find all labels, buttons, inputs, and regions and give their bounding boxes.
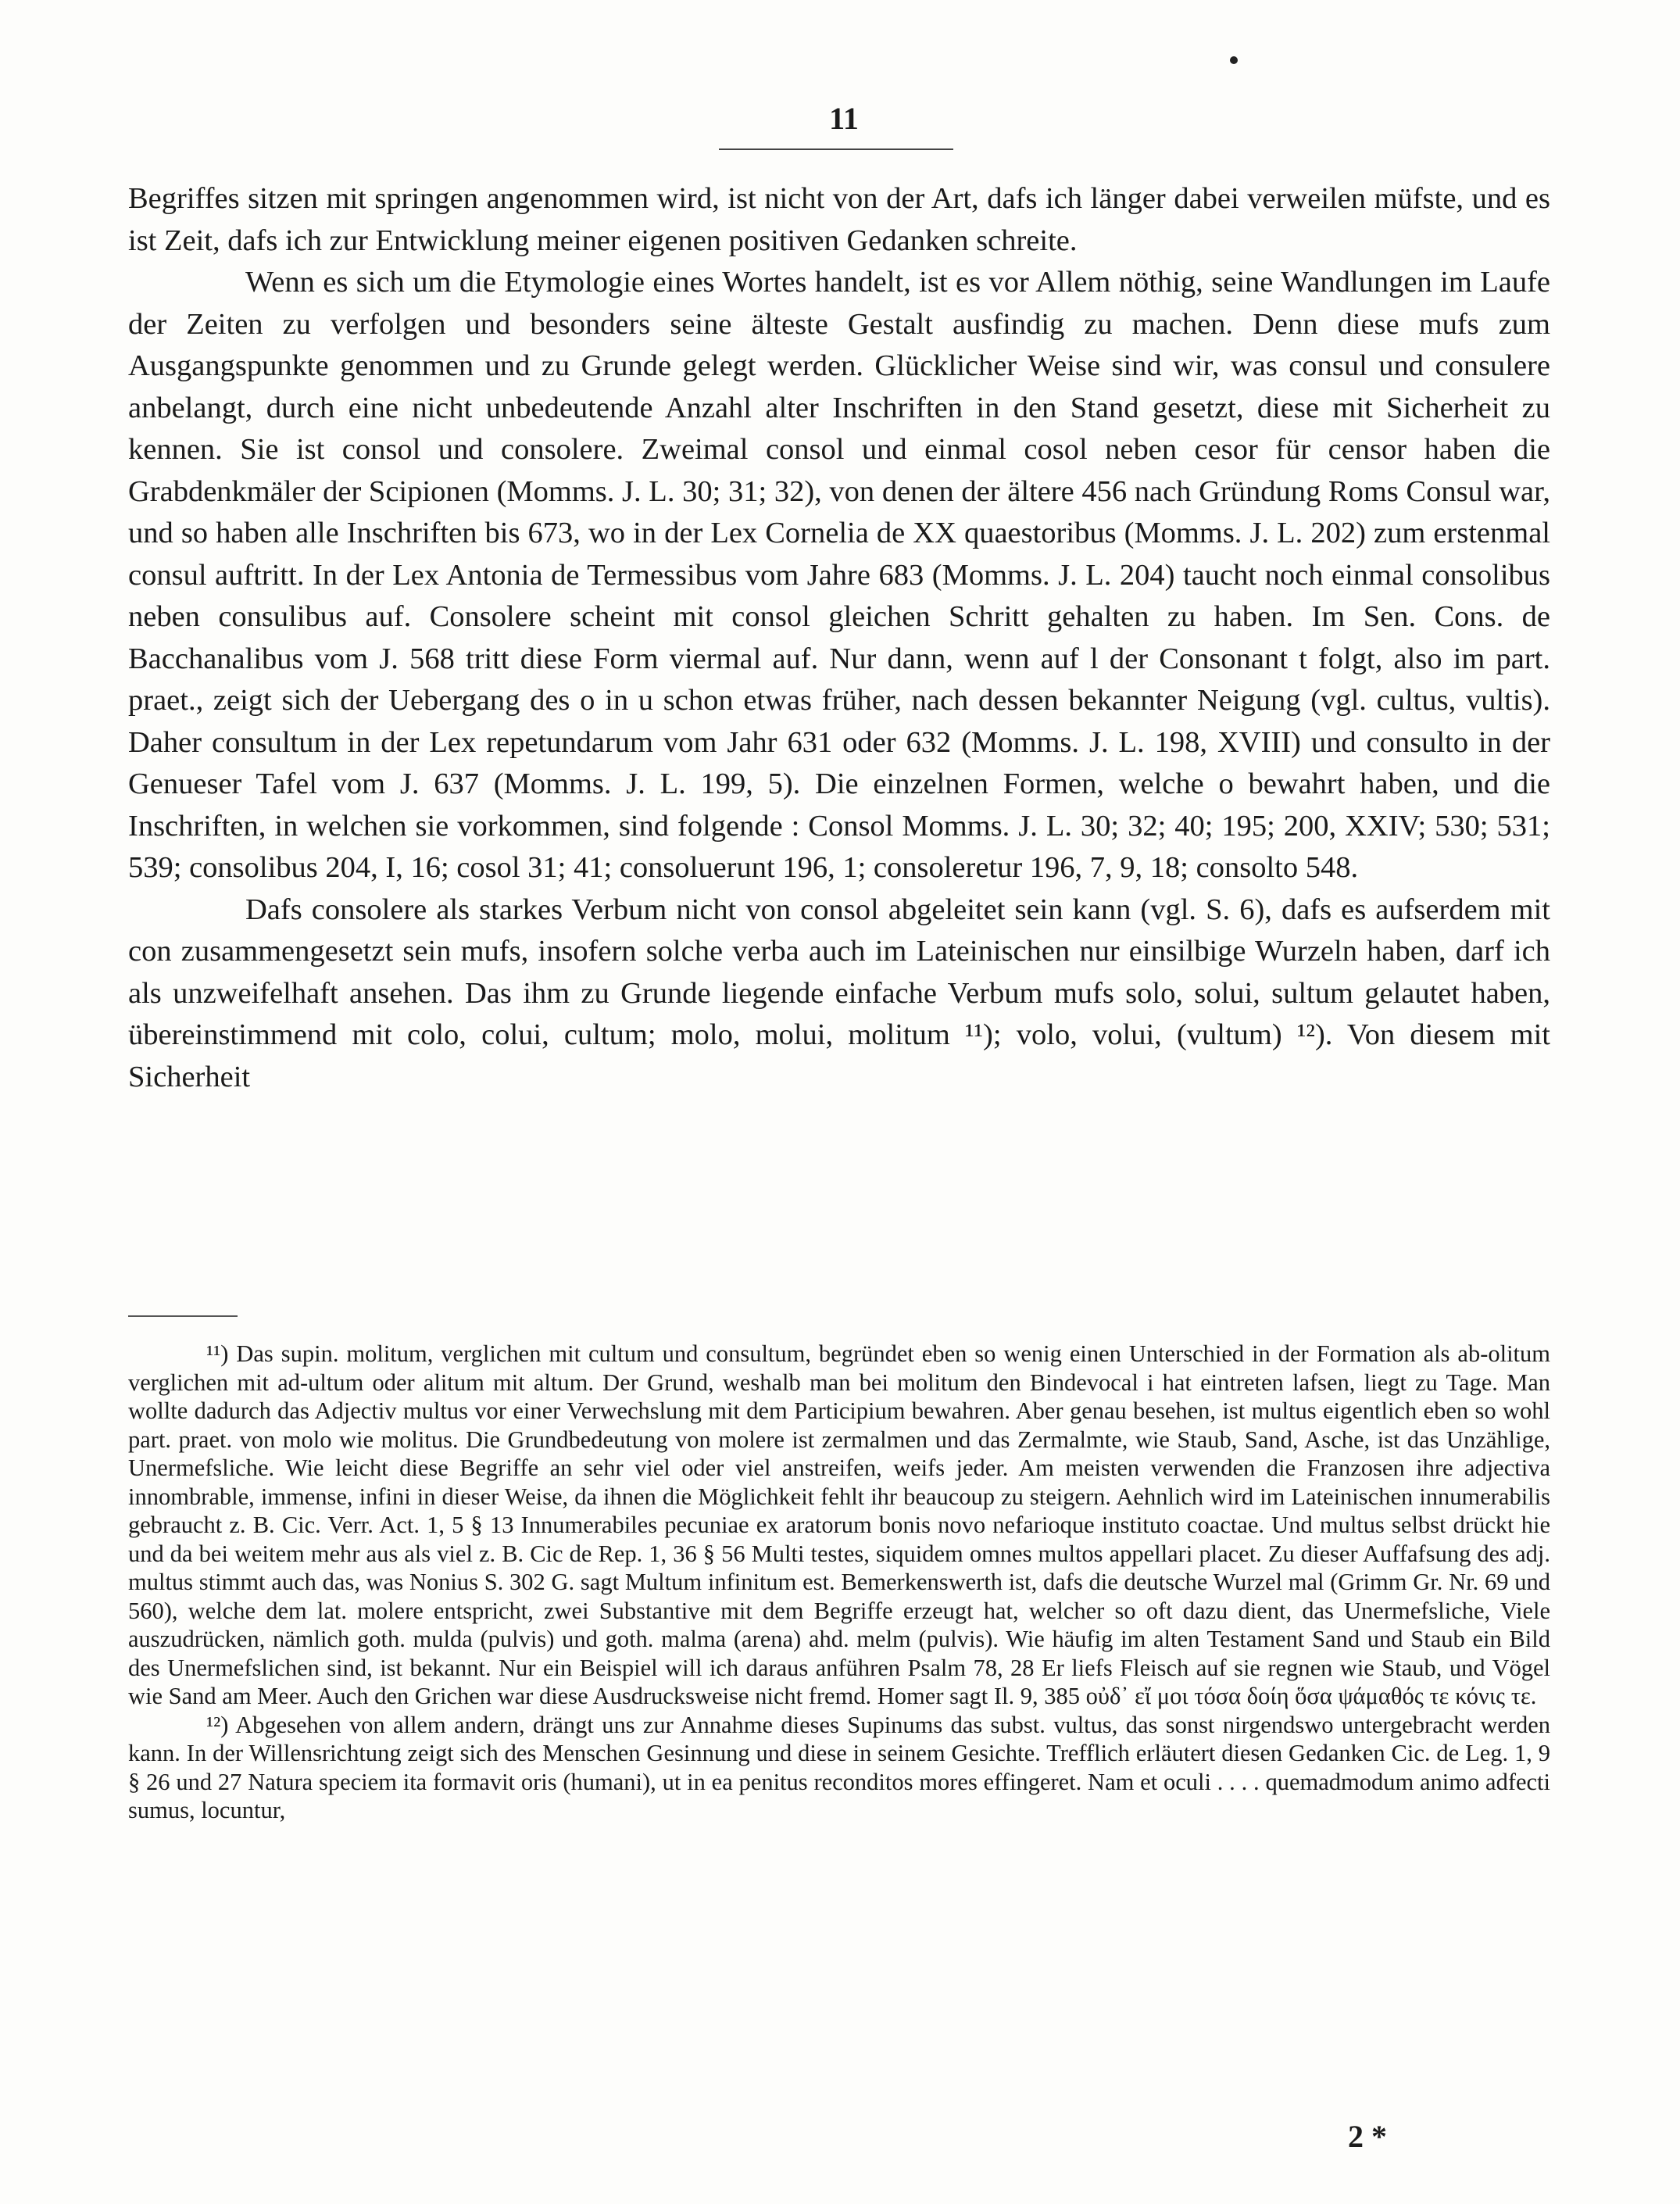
main-text: [128, 178, 1550, 1098]
footnote: ¹²) Abgesehen von allem andern, drängt uns zur Annahme dieses Supinums das subst. vultus, das sonst nirgendswo untergebracht werden kann. In der Willensrichtung zeigt sich des Menschen Gesinnung und diese in seinem Gesichte. Trefflich erläutert diesen Gedanken Cic. de Leg. 1, 9 § 26 und 27 Natura speciem ita formavit oris (humani), ut in ea penitus reconditos mores effingeret. Nam et oculi . . . . quemadmodum animo adfecti sumus, locuntur,: [128, 1711, 1550, 1823]
paragraph: Wenn es sich um die Etymologie eines Wortes handelt, ist es vor Allem nöthig, seine Wandlungen im Laufe der Zeiten zu verfolgen und besonders seine älteste Gestalt ausfindig zu machen. Denn diese mufs zum Ausgangspunkte genommen und zu Grunde gelegt werden. Glücklicher Weise sind wir, was consul und consulere anbelangt, durch eine nicht unbedeutende Anzahl alter Inschriften in den Stand gesetzt, diese mit Sicherheit zu kennen. Sie ist consol und consolere. Zweimal consol und einmal cosol neben cesor für censor haben die Grabdenkmäler der Scipionen (Momms. J. L. 30; 31; 32), von denen der ältere 456 nach Gründung Roms Consul war, und so haben alle Inschriften bis 673, wo in der Lex Cornelia de XX quaestoribus (Momms. J. L. 202) zum erstenmal consul auftritt. In der Lex Antonia de Termessibus vom Jahre 683 (Momms. J. L. 204) taucht noch einmal consolibus neben consulibus auf. Consolere scheint mit consol gleichen Schritt gehalten zu haben. Im Sen. Cons. de Bacchanalibus vom J. 568 tritt diese Form viermal auf. Nur dann, wenn auf l der Consonant t folgt, also im part. praet., zeigt sich der Uebergang des o in u schon etwas früher, nach dessen bekannter Neigung (vgl. cultus, vultis). Daher consultum in der Lex repetundarum vom Jahr 631 oder 632 (Momms. J. L. 198, XVIII) und consulto in der Genueser Tafel vom J. 637 (Momms. J. L. 199, 5). Die einzelnen Formen, welche o bewahrt haben, und die Inschriften, in welchen sie vorkommen, sind folgende : Consol Momms. J. L. 30; 32; 40; 195; 200, XXIV; 530; 531; 539; consolibus 204, I, 16; cosol 31; 41; consoluerunt 196, 1; consoleretur 196, 7, 9, 18; consolto 548.: [128, 266, 1550, 884]
paragraph: Begriffes sitzen mit springen angenommen wird, ist nicht von der Art, dafs ich länger dabei verweilen müfste, und es ist Zeit, dafs ich zur Entwicklung meiner eigenen positiven Gedanken schreite.: [128, 182, 1550, 257]
footnote-rule: [128, 1315, 238, 1317]
ink-speck: [1230, 56, 1238, 64]
page-number: 11: [829, 101, 859, 136]
header-rule: [719, 148, 953, 150]
footnotes: [128, 1340, 1550, 1825]
signature-mark: 2 *: [1348, 2119, 1387, 2154]
paragraph: Dafs consolere als starkes Verbum nicht von consol abgeleitet sein kann (vgl. S. 6), dafs es aufserdem mit con zusammengesetzt sein mufs, insofern solche verba auch im Lateinischen nur einsilbige Wurzeln haben, darf ich als unzweifelhaft ansehen. Das ihm zu Grunde liegende einfache Verbum mufs solo, solui, sultum gelautet haben, übereinstimmend mit colo, colui, cultum; molo, molui, molitum ¹¹); volo, volui, (vultum) ¹²). Von diesem mit Sicherheit: [128, 893, 1550, 1093]
footnote: ¹¹) Das supin. molitum, verglichen mit cultum und consultum, begründet eben so wenig einen Unterschied in der Formation als ab-olitum verglichen mit ad-ultum oder alitum mit altum. Der Grund, weshalb man bei molitum den Bindevocal i hat eintreten lafsen, liegt zu Tage. Man wollte dadurch das Adjectiv multus vor einer Verwechslung mit dem Participium bewahren. Aber genau besehen, ist multus eigentlich eben so wohl part. praet. von molo wie molitus. Die Grundbedeutung von molere ist zermalmen und das Zermalmte, wie Staub, Sand, Asche, ist das Unzählige, Unermefsliche. Wie leicht diese Begriffe an sehr viel oder viel anstreifen, weifs jeder. Am meisten verwenden die Franzosen ihre adjectiva innombrable, immense, infini in dieser Weise, da ihnen die Möglichkeit fehlt ihr beaucoup zu steigern. Aehnlich wird im Lateinischen innumerabilis gebraucht z. B. Cic. Verr. Act. 1, 5 § 13 Innumerabiles pecuniae ex aratorum bonis novo nefarioque instituto coactae. Und multus selbst drückt hie und da bei weitem mehr aus als viel z. B. Cic de Rep. 1, 36 § 56 Multi testes, siquidem omnes multos appellari placet. Zu dieser Auffafsung des adj. multus stimmt auch das, was Nonius S. 302 G. sagt Multum infinitum est. Bemerkenswerth ist, dafs die deutsche Wurzel mal (Grimm Gr. Nr. 69 und 560), welche dem lat. molere entspricht, zwei Substantive mit dem Begriffe erzeugt hat, welcher so oft dazu dient, das Unermefsliche, Viele auszudrücken, nämlich goth. mulda (pulvis) und goth. malma (arena) ahd. melm (pulvis). Wie häufig im alten Testament Sand und Staub ein Bild des Unermefslichen sind, ist bekannt. Nur ein Beispiel will ich daraus anführen Psalm 78, 28 Er liefs Fleisch auf sie regnen wie Staub, und Vögel wie Sand am Meer. Auch den Grichen war diese Ausdrucksweise nicht fremd. Homer sagt Il. 9, 385 οὐδ᾽ εἴ μοι τόσα δοίη ὅσα ψάμαθός τε κόνις τε.: [128, 1340, 1550, 1709]
